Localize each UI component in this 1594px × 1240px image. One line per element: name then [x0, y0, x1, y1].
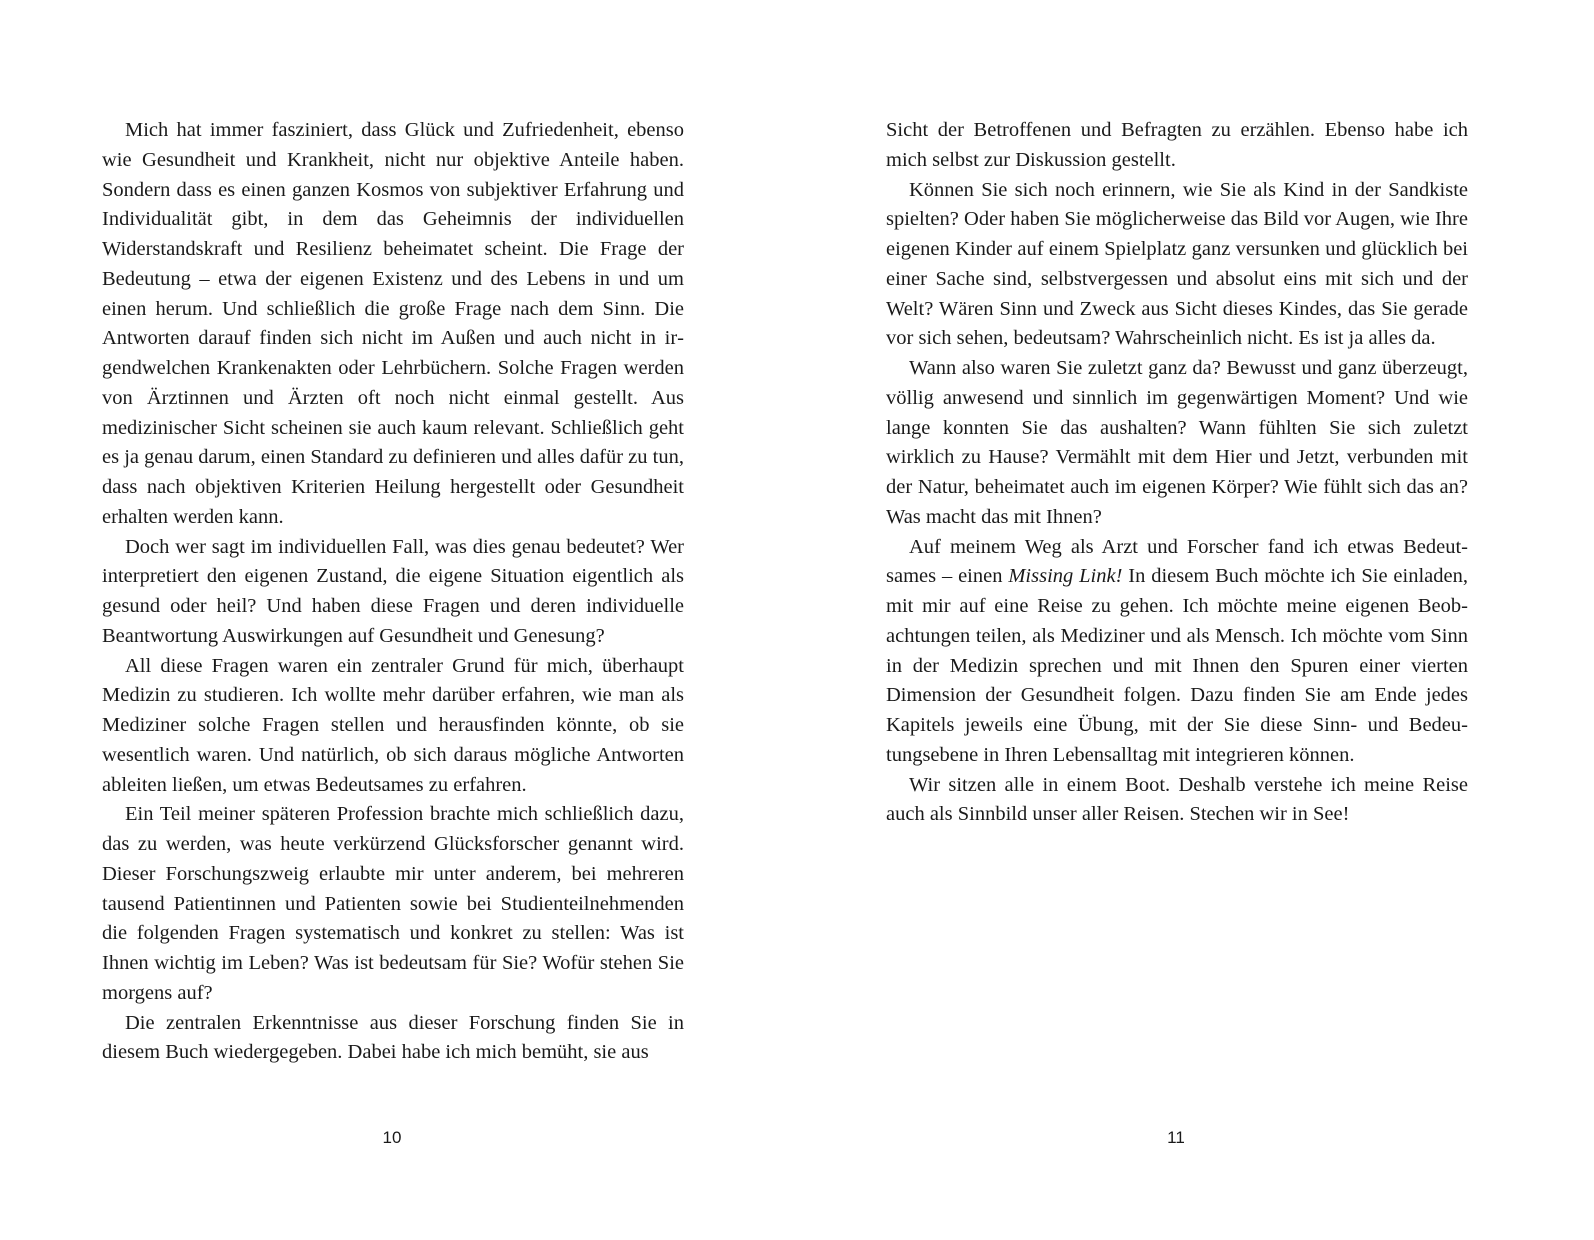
paragraph [886, 533, 1468, 771]
page-number-left: 10 [382, 1128, 402, 1147]
paragraph: All diese Fragen waren ein zentraler Grund für mich, überhaupt Medizin zu studieren. Ich wollte mehr darüber erfahren, wie man als Mediziner solche Fragen stellen und herausfinden könnte, ob sie wesentlich waren. Und natürlich, ob sich daraus mögliche Antworten ableiten ließen, um etwas Bedeutsames zu erfahren. [102, 654, 684, 796]
paragraph: Mich hat immer fasziniert, dass Glück und Zufriedenheit, ebenso wie Gesundheit und Krankheit, nicht nur objektive Anteile haben. Sondern dass es einen ganzen Kosmos von subjektiver Erfahrung und Individualität gibt, in dem das Geheimnis der individuellen Widerstandskraft und Resilienz beheimatet scheint. Die Frage der Bedeutung – etwa der eigenen Existenz und des Lebens in und um einen herum. Und schließlich die große Frage nach dem Sinn. Die Antworten darauf finden sich nicht im Außen und auch nicht in irgendwelchen Krankenakten oder Lehrbüchern. Solche Fragen werden von Ärztinnen und Ärzten oft noch nicht einmal gestellt. Aus medizinischer Sicht scheinen sie auch kaum relevant. Schließlich geht es ja genau darum, einen Standard zu definieren und alles dafür zu tun, dass nach objektiven Kriterien Heilung hergestellt oder Gesundheit erhalten werden kann. [102, 119, 684, 528]
text-run: Auf meinem Weg als Arzt und Forscher fand ich etwas Bedeutsames – einen [886, 535, 1468, 588]
left-page-text [102, 116, 684, 1076]
paragraph: Wir sitzen alle in einem Boot. Deshalb verstehe ich meine Reise auch als Sinnbild unser aller Reisen. Stechen wir in See! [886, 773, 1468, 826]
emphasis-missing-link: Missing Link! [1008, 565, 1123, 588]
paragraph: Können Sie sich noch erinnern, wie Sie als Kind in der Sandkiste spielten? Oder haben Sie möglicherweise das Bild vor Augen, wie Ihre eigenen Kinder auf einem Spielplatz ganz versunken und glücklich bei einer Sache sind, selbstvergessen und absolut eins mit sich und der Welt? Wären Sinn und Zweck aus Sicht dieses Kindes, das Sie gerade vor sich sehen, bedeutsam? Wahrscheinlich nicht. Es ist ja alles da. [886, 178, 1468, 350]
paragraph: Ein Teil meiner späteren Profession brachte mich schließlich dazu, das zu werden, was heute verkürzend Glücksforscher genannt wird. Dieser Forschungszweig erlaubte mir unter anderem, bei mehreren tausend Patientinnen und Patienten sowie bei Studienteilnehmenden die folgenden Fragen systematisch und konkret zu stellen: Was ist Ihnen wichtig im Leben? Was ist bedeutsam für Sie? Wofür stehen Sie morgens auf? [102, 803, 684, 1004]
paragraph-continuation: Sicht der Betroffenen und Befragten zu erzählen. Ebenso habe ich mich selbst zur Diskussion gestellt. [886, 119, 1468, 171]
paragraph: Wann also waren Sie zuletzt ganz da? Bewusst und ganz überzeugt, völlig anwesend und sinnlich im gegenwärtigen Moment? Und wie lange konnten Sie das aushalten? Wann fühlten Sie sich zuletzt wirklich zu Hause? Vermählt mit dem Hier und Jetzt, verbunden mit der Natur, beheimatet auch im eigenen Körper? Wie fühlt sich das an? Was macht das mit Ihnen? [886, 357, 1468, 528]
text-run: In diesem Buch möchte ich Sie einladen, mit mir auf eine Reise zu gehen. Ich möchte meine eigenen Beobachtungen teilen, als Mediziner und als Mensch. Ich möchte vom Sinn in der Medizin sprechen und mit Ihnen den Spuren einer vierten Dimension der Gesundheit folgen. Dazu finden Sie am Ende jedes Kapitels jeweils eine Übung, mit der Sie diese Sinn- und Bedeutungsebene in Ihren Lebensalltag mit integrieren können. [886, 565, 1468, 766]
paragraph: Doch wer sagt im individuellen Fall, was dies genau bedeutet? Wer interpretiert den eigenen Zustand, die eigene Situation eigentlich als gesund oder heil? Und haben diese Fragen und deren individuelle Beantwortung Auswirkungen auf Gesundheit und Genesung? [102, 535, 684, 647]
paragraph: Die zentralen Erkenntnisse aus dieser Forschung finden Sie in diesem Buch wiedergegeben. Dabei habe ich mich bemüht, sie aus [102, 1011, 684, 1064]
page-number-right: 11 [1167, 1128, 1185, 1147]
right-page-text [886, 116, 1468, 1076]
